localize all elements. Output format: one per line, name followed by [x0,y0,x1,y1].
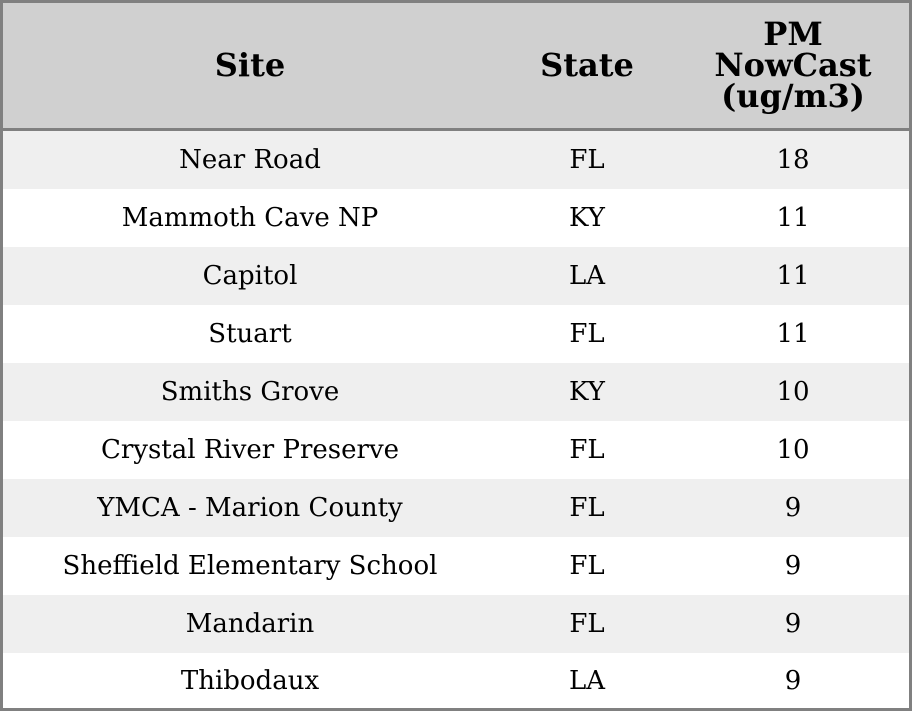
table-row [3,479,909,537]
site-cell: Near Road [3,130,497,190]
table-row [3,421,909,479]
column-header-site [3,3,497,130]
site-cell: Thibodaux [3,653,497,708]
table-row [3,247,909,305]
pm-value-cell: 11 [677,305,909,363]
column-header-site-label: Site [214,46,286,84]
pm-value-cell: 9 [677,653,909,708]
table-row [3,363,909,421]
state-cell: FL [497,479,677,537]
header-row [3,3,909,130]
pm-value-cell: 11 [677,247,909,305]
column-header-state [497,3,677,130]
state-cell: KY [497,189,677,247]
table-row [3,130,909,190]
pm-value-cell: 9 [677,595,909,653]
site-cell: Stuart [3,305,497,363]
table-body [3,130,909,709]
table-row [3,189,909,247]
state-cell: FL [497,305,677,363]
site-cell: Sheffield Elementary School [3,537,497,595]
site-cell: Crystal River Preserve [3,421,497,479]
column-header-state-label: State [540,46,634,84]
site-cell: Mammoth Cave NP [3,189,497,247]
site-cell: Capitol [3,247,497,305]
pm-value-cell: 18 [677,130,909,190]
pm-value-cell: 9 [677,479,909,537]
state-cell: FL [497,595,677,653]
site-cell: Smiths Grove [3,363,497,421]
state-cell: LA [497,247,677,305]
table-header [3,3,909,130]
table-row [3,537,909,595]
pm-value-cell: 9 [677,537,909,595]
state-cell: FL [497,537,677,595]
column-header-pm [677,3,909,130]
pm-value-cell: 11 [677,189,909,247]
state-cell: LA [497,653,677,708]
table-row [3,595,909,653]
pm-nowcast-table [3,3,909,708]
table-row [3,305,909,363]
site-cell: YMCA - Marion County [3,479,497,537]
column-header-pm-label: PM NowCast (ug/m3) [714,15,872,115]
state-cell: FL [497,421,677,479]
table-row [3,653,909,708]
state-cell: FL [497,130,677,190]
pm-value-cell: 10 [677,421,909,479]
pm-value-cell: 10 [677,363,909,421]
site-cell: Mandarin [3,595,497,653]
state-cell: KY [497,363,677,421]
